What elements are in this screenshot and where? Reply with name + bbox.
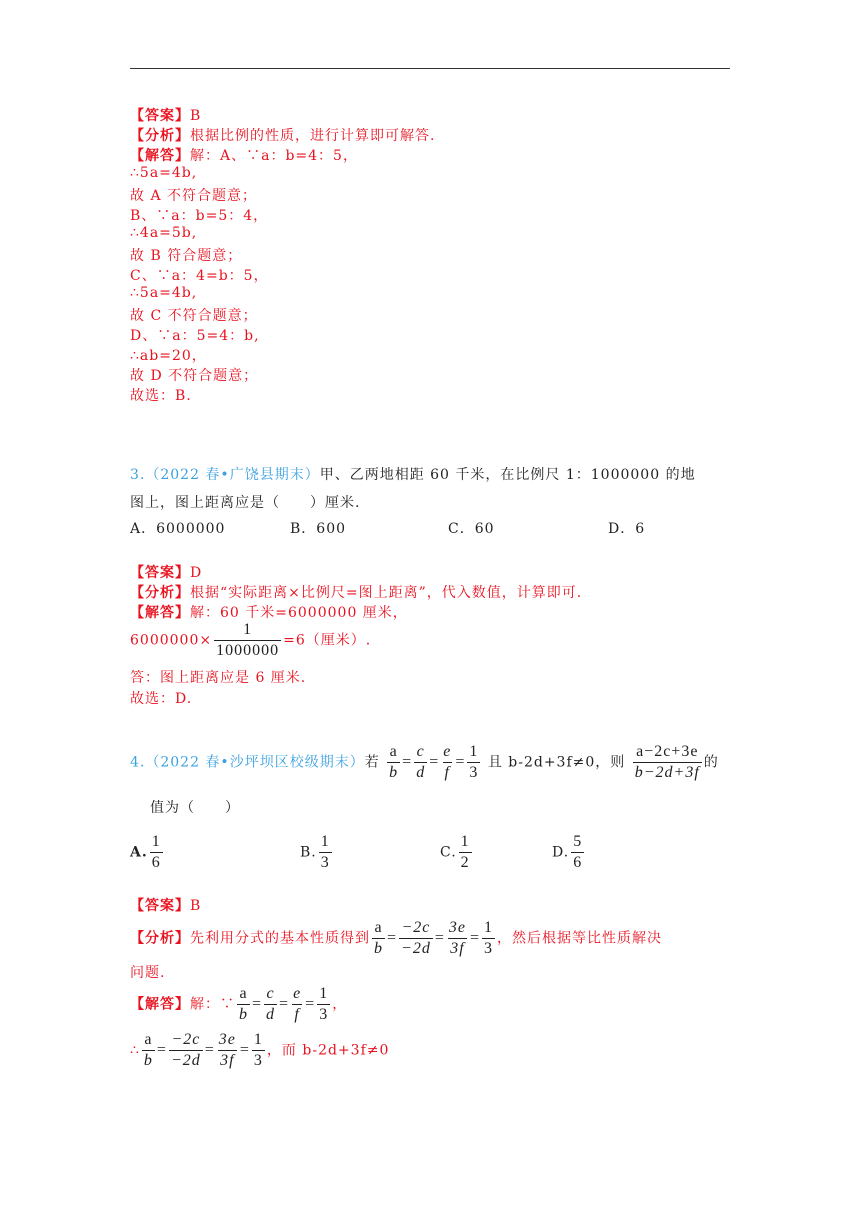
header-rule [130,68,730,69]
q2-line: B、∵a：b=5：4， [130,208,269,224]
q3-conclusion: 答：图上距离应是 6 厘米. [130,670,307,686]
q4-eq-fraction: $\frac{e}{f}$ [443,743,452,781]
q2-line-solution: 【解答】解：A、∵a：b=4：5， [130,148,358,164]
q3-calculation: 6000000× $\frac{1}{1000000}$ =6（厘米）. [130,621,372,659]
q3-solution: 【解答】解：60 千米=6000000 厘米， [130,605,408,621]
q4-analysis-line2: 问题. [130,965,166,981]
q2-line: 故 D 不符合题意； [130,368,259,384]
q2-line: ∴4a=5b, [130,225,198,241]
q4-analysis: 【分析】先利用分式的基本性质得到 $\frac{a}{b}$ = $\frac{-2c}{-2d}$ = $\frac{3e}{3f}$ = $\frac{1}{3}$ ，然后根据等比性质解决 [130,919,662,957]
q2-line: 故 A 不符合题意； [130,188,258,204]
q2-line: 故选：B. [130,388,192,404]
q2-line: 故 B 符合题意； [130,248,243,264]
q3-option-c: C．60 [448,521,495,537]
q2-line: 故 C 不符合题意； [130,308,258,324]
q4-eq-fraction: $\frac{a}{b}$ [389,743,399,781]
q4-source: 4.（2022 春•沙坪坝区校级期末） [130,754,365,771]
q4-option-c: C. $\frac{1}{2}$ [440,833,470,871]
q2-line: ∴5a=4b, [130,285,198,301]
q3-analysis: 【分析】根据“实际距离×比例尺=图上距离”，代入数值，计算即可. [130,585,583,601]
q4-stem-line2: 值为（ ） [150,800,240,816]
q3-option-d: D．6 [608,521,646,537]
q4-answer: 【答案】B [130,898,202,914]
q3-option-a: A．6000000 [130,521,226,537]
q3-stem-line2: 图上，图上距离应是（ ）厘米. [130,495,361,511]
q4-option-b: B. $\frac{1}{3}$ [300,833,330,871]
q3-calc-fraction: $\frac{1}{1000000}$ [216,621,280,659]
q3-answer: 【答案】D [130,565,203,581]
q3-option-b: B．600 [290,521,347,537]
q4-solution: 【解答】解：∵ $\frac{a}{b}$ = $\frac{c}{d}$ = $\frac{e}{f}$ = $\frac{1}{3}$ ， [130,985,348,1023]
q4-target-fraction: $\frac{a-2c+3e}{b-2d+3f}$ [634,743,700,781]
q4-option-d: D. $\frac{5}{6}$ [552,833,583,871]
q4-stem-line1: 4.（2022 春•沙坪坝区校级期末）若 $\frac{a}{b}$ = $\frac{c}{d}$ = $\frac{e}{f}$ = $\frac{1}{3}$ 且 b-2d+3f≠0，则 $\frac{a-2c+3e}{b-2d+3f}$ 的 [130,743,719,781]
q2-line-answer: 【答案】B [130,108,202,124]
q2-line-analysis: 【分析】根据比例的性质，进行计算即可解答. [130,128,436,144]
q2-line: ∴ab=20， [130,348,207,364]
q2-line: C、∵a：4=b：5， [130,268,269,284]
q4-option-a: A. $\frac{1}{6}$ [130,833,161,871]
q3-choose: 故选：D. [130,691,193,707]
q4-final: ∴ $\frac{a}{b}$ = $\frac{-2c}{-2d}$ = $\frac{3e}{3f}$ = $\frac{1}{3}$ ，而 b-2d+3f≠0 [130,1031,390,1069]
q2-line: D、∵a：5=4：b, [130,328,260,344]
q3-source: 3.（2022 春•广饶县期末） [130,467,320,483]
q4-eq-fraction: $\frac{c}{d}$ [416,743,426,781]
q2-line: ∴5a=4b, [130,165,198,181]
q3-stem-line1: 3.（2022 春•广饶县期末）甲、乙两地相距 60 千米，在比例尺 1：1000000 的地 [130,467,696,483]
q4-eq-fraction: $\frac{1}{3}$ [469,743,479,781]
